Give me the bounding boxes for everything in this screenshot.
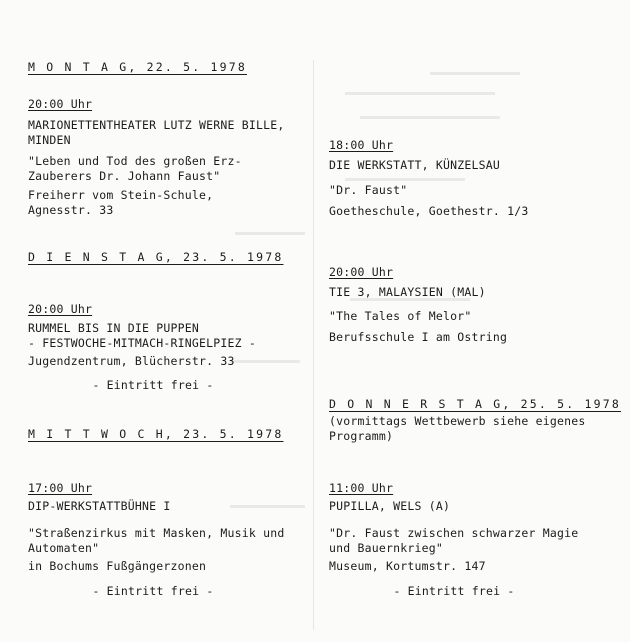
bleed-through-line	[345, 92, 495, 95]
thursday-event-venue: Museum, Kortumstr. 147	[329, 559, 486, 573]
right-event2-venue: Berufsschule I am Ostring	[329, 330, 508, 344]
thursday-event-note: - Eintritt frei -	[393, 584, 515, 598]
right-event2-group: TIE 3, MALAYSIEN (MAL)	[329, 285, 486, 299]
monday-event-group: MARIONETTENTHEATER LUTZ WERNE BILLE, MINDEN	[28, 118, 285, 147]
heading-wednesday: M I T T W O C H, 23. 5. 1978	[28, 427, 284, 441]
heading-thursday: D O N N E R S T A G, 25. 5. 1978	[329, 397, 621, 411]
bleed-through-line	[235, 232, 305, 235]
thursday-subnote: (vormittags Wettbewerb siehe eigenes Programm)	[329, 414, 586, 443]
tuesday-event-note: - Eintritt frei -	[92, 378, 214, 392]
thursday-event-group: PUPILLA, WELS (A)	[329, 499, 451, 513]
tuesday-event-group: RUMMEL BIS IN DIE PUPPEN - FESTWOCHE-MITMACH-RINGELPIEZ -	[28, 321, 256, 350]
bleed-through-line	[345, 178, 465, 181]
right-event1-time: 18:00 Uhr	[329, 138, 394, 152]
wednesday-event-title: "Straßenzirkus mit Masken, Musik und Automaten"	[28, 526, 285, 555]
heading-tuesday: D I E N S T A G, 23. 5. 1978	[28, 250, 284, 264]
wednesday-event-group: DIP-WERKSTATTBÜHNE I	[28, 499, 171, 513]
tuesday-event-time: 20:00 Uhr	[28, 302, 93, 316]
thursday-event-time: 11:00 Uhr	[329, 481, 394, 495]
right-event1-title: "Dr. Faust"	[329, 183, 408, 197]
right-event2-title: "The Tales of Melor"	[329, 309, 472, 323]
page-fold	[313, 60, 314, 630]
thursday-event-title: "Dr. Faust zwischen schwarzer Magie und Bauernkrieg"	[329, 526, 579, 555]
right-event1-group: DIE WERKSTATT, KÜNZELSAU	[329, 158, 500, 172]
bleed-through-line	[230, 360, 300, 363]
right-event2-time: 20:00 Uhr	[329, 265, 394, 279]
wednesday-event-time: 17:00 Uhr	[28, 481, 93, 495]
tuesday-event-venue: Jugendzentrum, Blücherstr. 33	[28, 354, 235, 368]
monday-event-venue: Freiherr vom Stein-Schule, Agnesstr. 33	[28, 188, 214, 217]
right-event1-venue: Goetheschule, Goethestr. 1/3	[329, 204, 529, 218]
bleed-through-line	[360, 116, 500, 119]
bleed-through-line	[430, 72, 520, 75]
monday-event-time: 20:00 Uhr	[28, 97, 93, 111]
monday-event-title: "Leben und Tod des großen Erz- Zauberers Dr. Johann Faust"	[28, 154, 242, 183]
heading-monday: M O N T A G, 22. 5. 1978	[28, 60, 247, 74]
wednesday-event-note: - Eintritt frei -	[92, 584, 214, 598]
bleed-through-line	[230, 505, 305, 508]
wednesday-event-venue: in Bochums Fußgängerzonen	[28, 559, 207, 573]
